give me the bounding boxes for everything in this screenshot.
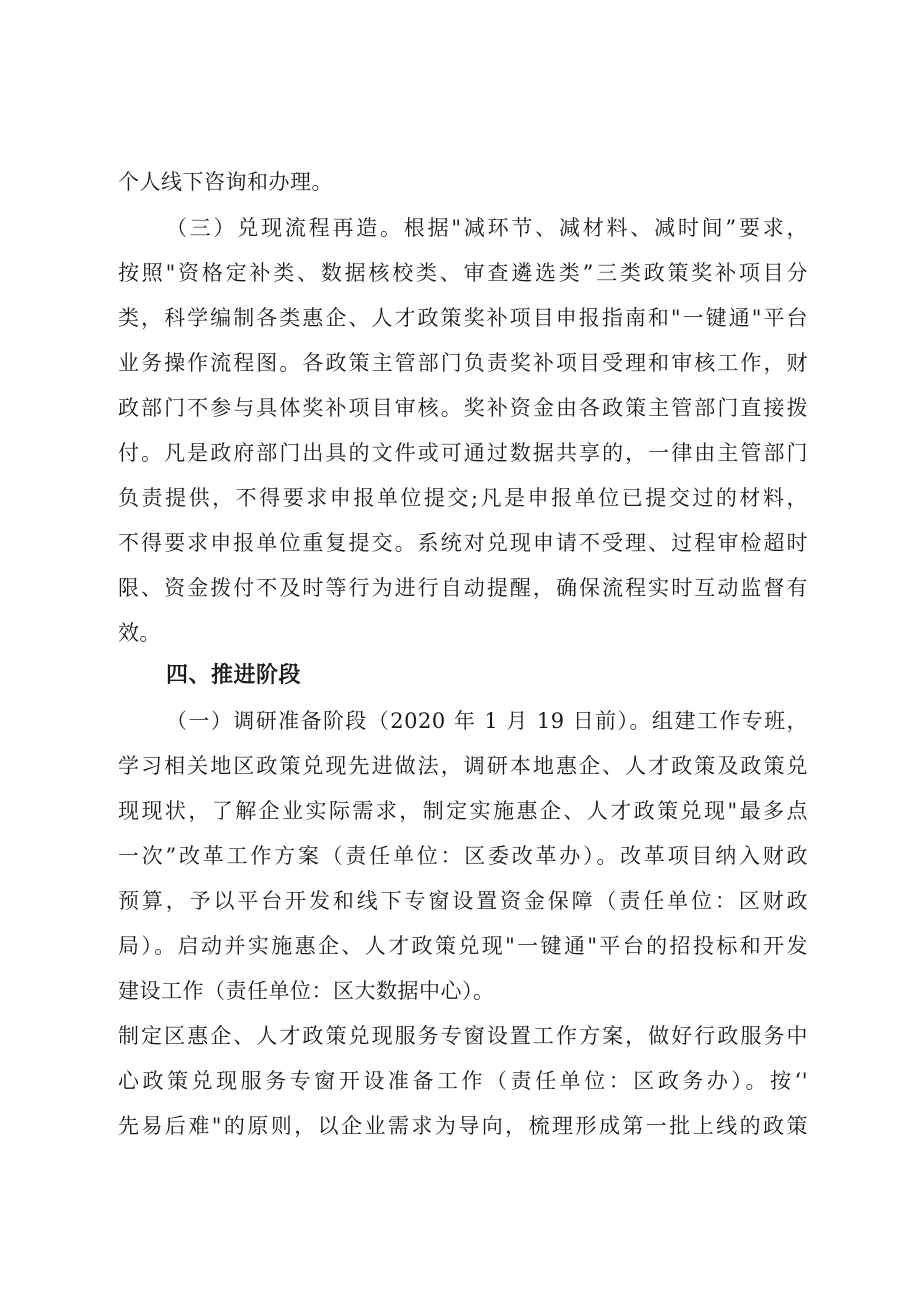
paragraph-line: 类，科学编制各类惠企、人才政策奖补项目申报指南和"一键通"平台 <box>118 306 808 330</box>
paragraph-line: 不得要求申报单位重复提交。系统对兑现申请不受理、过程审检超时 <box>118 531 808 555</box>
paragraph-line: 制定区惠企、人才政策兑现服务专窗设置工作方案，做好行政服务中 <box>118 1024 808 1048</box>
paragraph-line: 现现状，了解企业实际需求，制定实施惠企、人才政策兑现"最多点 <box>118 799 808 823</box>
paragraph-line: 按照"资格定补类、数据核校类、审查遴选类”三类政策奖补项目分 <box>118 261 808 285</box>
paragraph-line: 局）。启动并实施惠企、人才政策兑现"一键通"平台的招投标和开发 <box>118 934 808 958</box>
paragraph-line: 效。 <box>118 621 161 645</box>
paragraph-line: （三）兑现流程再造。根据"减环节、减材料、减时间”要求， <box>166 216 808 240</box>
section-heading: 四、推进阶段 <box>166 663 302 688</box>
paragraph-line: 限、资金拨付不及时等行为进行自动提醒，确保流程实时互动监督有 <box>118 576 808 600</box>
paragraph-line: 心政策兑现服务专窗开设准备工作（责任单位：区政务办）。按‘' <box>118 1069 808 1093</box>
paragraph-line: 付。凡是政府部门出具的文件或可通过数据共享的，一律由主管部门 <box>118 441 808 465</box>
paragraph-line: 建设工作（责任单位：区大数据中心）。 <box>118 979 495 1003</box>
paragraph-line: 负责提供，不得要求申报单位提交;凡是申报单位已提交过的材料， <box>118 486 808 510</box>
paragraph-line: 一次”改革工作方案（责任单位：区委改革办）。改革项目纳入财政 <box>118 844 808 868</box>
paragraph-line: 预算，予以平台开发和线下专窗设置资金保障（责任单位：区财政 <box>118 889 808 913</box>
paragraph-line: 个人线下咨询和办理。 <box>118 170 333 194</box>
paragraph-line: 先易后难"的原则，以企业需求为导向，梳理形成第一批上线的政策 <box>118 1114 808 1138</box>
paragraph-line: 学习相关地区政策兑现先进做法，调研本地惠企、人才政策及政策兑 <box>118 754 808 778</box>
paragraph-line: 业务操作流程图。各政策主管部门负责奖补项目受理和审核工作，财 <box>118 351 808 375</box>
paragraph-line: 政部门不参与具体奖补项目审核。奖补资金由各政策主管部门直接拨 <box>118 396 808 420</box>
paragraph-line: （一）调研准备阶段（2020 年 1 月 19 日前）。组建工作专班， <box>166 709 808 733</box>
